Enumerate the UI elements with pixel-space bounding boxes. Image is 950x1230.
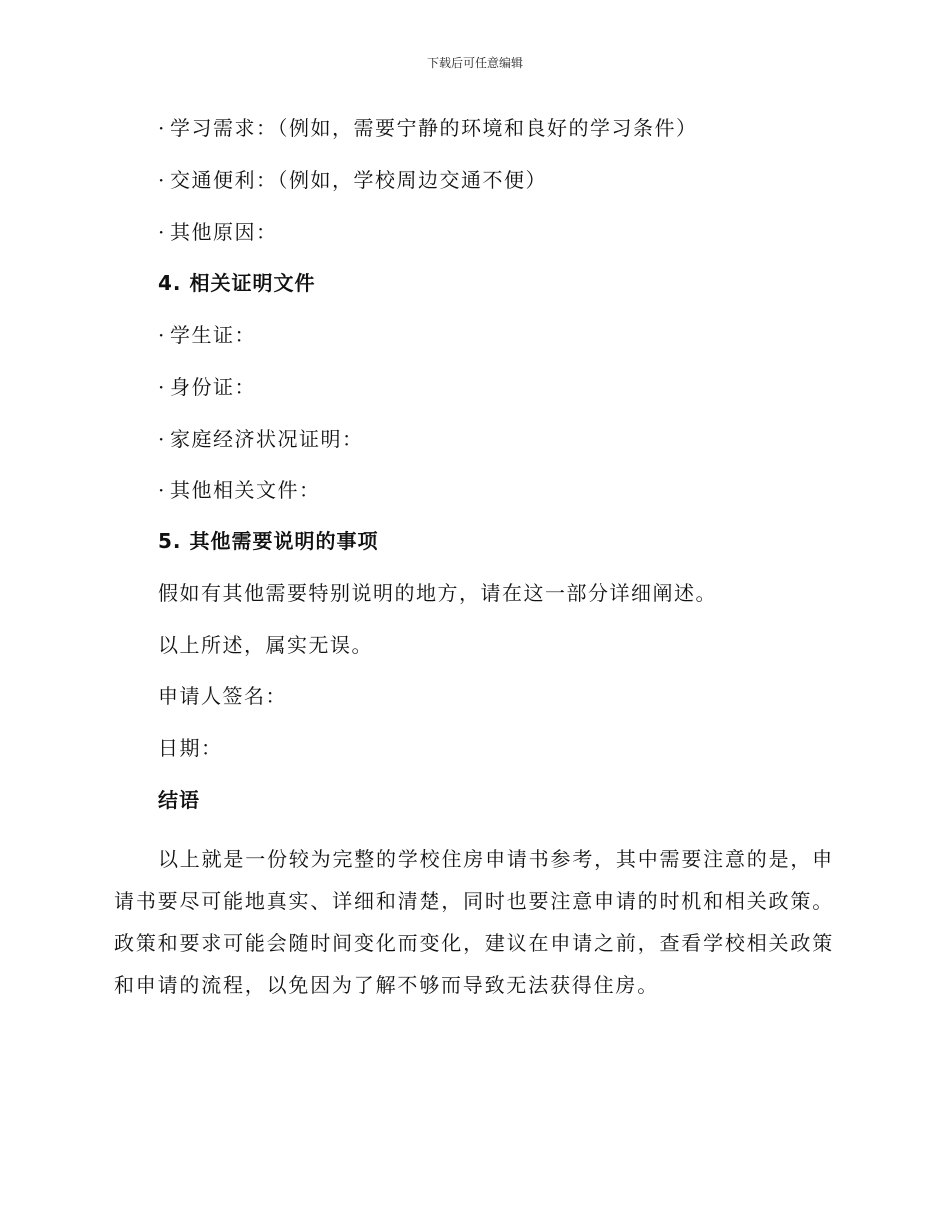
conclusion-paragraph: 以上就是一份较为完整的学校住房申请书参考，其中需要注意的是，申请书要尽可能地真实、详细和清楚，同时也要注意申请的时机和相关政策。政策和要求可能会随时间变化而变化，建议在申请之前，查看学校相关政策和申请的流程，以免因为了解不够而导致无法获得住房。 [114, 847, 834, 997]
bullet-other-reasons [158, 220, 278, 244]
bullet-dot-icon: · [158, 220, 166, 244]
bullet-dot-icon: · [158, 116, 166, 140]
signature-line: 申请人签名： [158, 684, 287, 708]
explanation-line: 假如有其他需要特别说明的地方，请在这一部分详细阐述。 [158, 581, 717, 605]
section-5-heading: 5. 其他需要说明的事项 [158, 529, 379, 553]
bullet-text: 交通便利：（例如，学校周边交通不便） [170, 168, 547, 192]
bullet-other-documents [158, 478, 321, 502]
bullet-text: 其他原因： [170, 220, 278, 244]
conclusion-heading: 结语 [158, 788, 200, 812]
bullet-transport [158, 168, 547, 192]
declaration-line: 以上所述，属实无误。 [158, 633, 373, 657]
bullet-student-id [158, 323, 256, 347]
bullet-dot-icon: · [158, 478, 166, 502]
bullet-text: 学习需求：（例如，需要宁静的环境和良好的学习条件） [170, 116, 698, 140]
bullet-text: 学生证： [170, 323, 256, 347]
bullet-dot-icon: · [158, 323, 166, 347]
bullet-family-finance [158, 427, 364, 451]
bullet-dot-icon: · [158, 375, 166, 399]
bullet-dot-icon: · [158, 168, 166, 192]
bullet-text: 其他相关文件： [170, 478, 321, 502]
bullet-id-card [158, 375, 256, 399]
bullet-dot-icon: · [158, 427, 166, 451]
bullet-text: 身份证： [170, 375, 256, 399]
bullet-study-needs [158, 116, 698, 140]
date-line: 日期： [158, 736, 223, 760]
section-4-heading: 4. 相关证明文件 [158, 271, 316, 295]
page-header-note: 下载后可任意编辑 [426, 56, 523, 70]
bullet-text: 家庭经济状况证明： [170, 427, 364, 451]
